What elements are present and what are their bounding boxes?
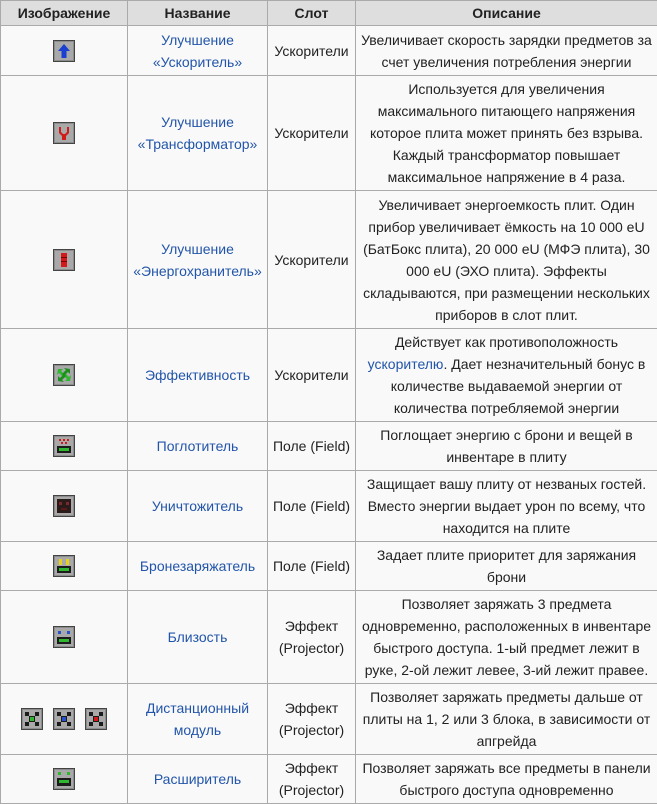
image-cell [1,755,128,804]
upgrade-name-link[interactable]: Уничтожитель [128,471,268,542]
image-cell [1,191,128,329]
table-row [1,591,657,684]
accelerator-link[interactable]: ускорителю [368,356,444,372]
expander-icon[interactable] [53,768,75,790]
remote-green-icon[interactable] [21,708,43,730]
header-description[interactable]: Описание [356,1,657,26]
upgrade-name-link[interactable]: Улучшение «Трансформатор» [128,76,268,191]
description-cell: Защищает вашу плиту от незваных гостей. Вместо энергии выдает урон по всему, что находится на плите [356,471,657,542]
upgrade-name-link[interactable]: Поглотитель [128,422,268,471]
slot-cell: Ускорители [268,26,356,76]
slot-cell: Ускорители [268,191,356,329]
description-cell: Увеличивает скорость зарядки предметов за счет увеличения потребления энергии [356,26,657,76]
slot-cell: Поле (Field) [268,471,356,542]
image-cell [1,76,128,191]
description-cell: Используется для увеличения максимального питающего напряжения которое плита может принять без взрыва. Каждый трансформатор повышает максимальное напряжение в 4 раза. [356,76,657,191]
armor-charger-icon[interactable] [53,555,75,577]
image-cell [1,422,128,471]
description-cell [356,329,657,422]
header-name[interactable]: Название [128,1,268,26]
battery-icon[interactable] [53,249,75,271]
table-row [1,684,657,755]
efficiency-icon[interactable] [53,364,75,386]
header-slot[interactable]: Слот [268,1,356,26]
description-cell: Позволяет заряжать 3 предмета одновременно, расположенных в инвентаре быстрого доступа. 1-ый предмет лежит в руке, 2-ой лежит левее, 3-ий лежит правее. [356,591,657,684]
slot-cell: Эффект (Projector) [268,755,356,804]
destroyer-icon[interactable] [53,495,75,517]
image-cell [1,684,128,755]
upgrade-name-link[interactable]: Улучшение «Ускоритель» [128,26,268,76]
table-row [1,76,657,191]
proximity-icon[interactable] [53,626,75,648]
image-cell [1,542,128,591]
image-cell [1,26,128,76]
upgrade-name-link[interactable]: Бронезаряжатель [128,542,268,591]
header-image[interactable]: Изображение [1,1,128,26]
header-row [1,1,657,26]
transformer-icon[interactable] [53,122,75,144]
slot-cell: Эффект (Projector) [268,591,356,684]
image-cell [1,471,128,542]
slot-cell: Ускорители [268,329,356,422]
table-row [1,191,657,329]
arrow-up-icon[interactable] [53,40,75,62]
slot-cell: Эффект (Projector) [268,684,356,755]
remote-red-icon[interactable] [85,708,107,730]
table-row [1,755,657,804]
description-text: Действует как противоположность [395,334,618,350]
description-cell: Позволяет заряжать предметы дальше от плиты на 1, 2 или 3 блока, в зависимости от апгрейда [356,684,657,755]
image-cell [1,329,128,422]
slot-cell: Поле (Field) [268,542,356,591]
description-cell: Позволяет заряжать все предметы в панели быстрого доступа одновременно [356,755,657,804]
slot-cell: Поле (Field) [268,422,356,471]
upgrade-name-link[interactable]: Расширитель [128,755,268,804]
description-cell: Задает плите приоритет для заряжания брони [356,542,657,591]
upgrade-name-link[interactable]: Близость [128,591,268,684]
slot-cell: Ускорители [268,76,356,191]
upgrade-name-link[interactable]: Дистанционный модуль [128,684,268,755]
table-row [1,542,657,591]
description-cell: Поглощает энергию с брони и вещей в инвентаре в плиту [356,422,657,471]
remote-blue-icon[interactable] [53,708,75,730]
absorber-icon[interactable] [53,435,75,457]
upgrade-name-link[interactable]: Эффективность [128,329,268,422]
table-row [1,329,657,422]
table-row [1,471,657,542]
table-row [1,422,657,471]
table-row [1,26,657,76]
image-cell [1,591,128,684]
description-text: . Дает незначительный бонус в количестве выдаваемой энергии от количества потребляемой энергии [391,356,646,416]
upgrade-name-link[interactable]: Улучшение «Энергохранитель» [128,191,268,329]
description-cell: Увеличивает энергоемкость плит. Один прибор увеличивает ёмкость на 10 000 eU (БатБокс плита), 20 000 eU (МФЭ плита), 30 000 eU (ЭХО плита). Эффекты складываются, при размещении нескольких приборов в слот плит. [356,191,657,329]
